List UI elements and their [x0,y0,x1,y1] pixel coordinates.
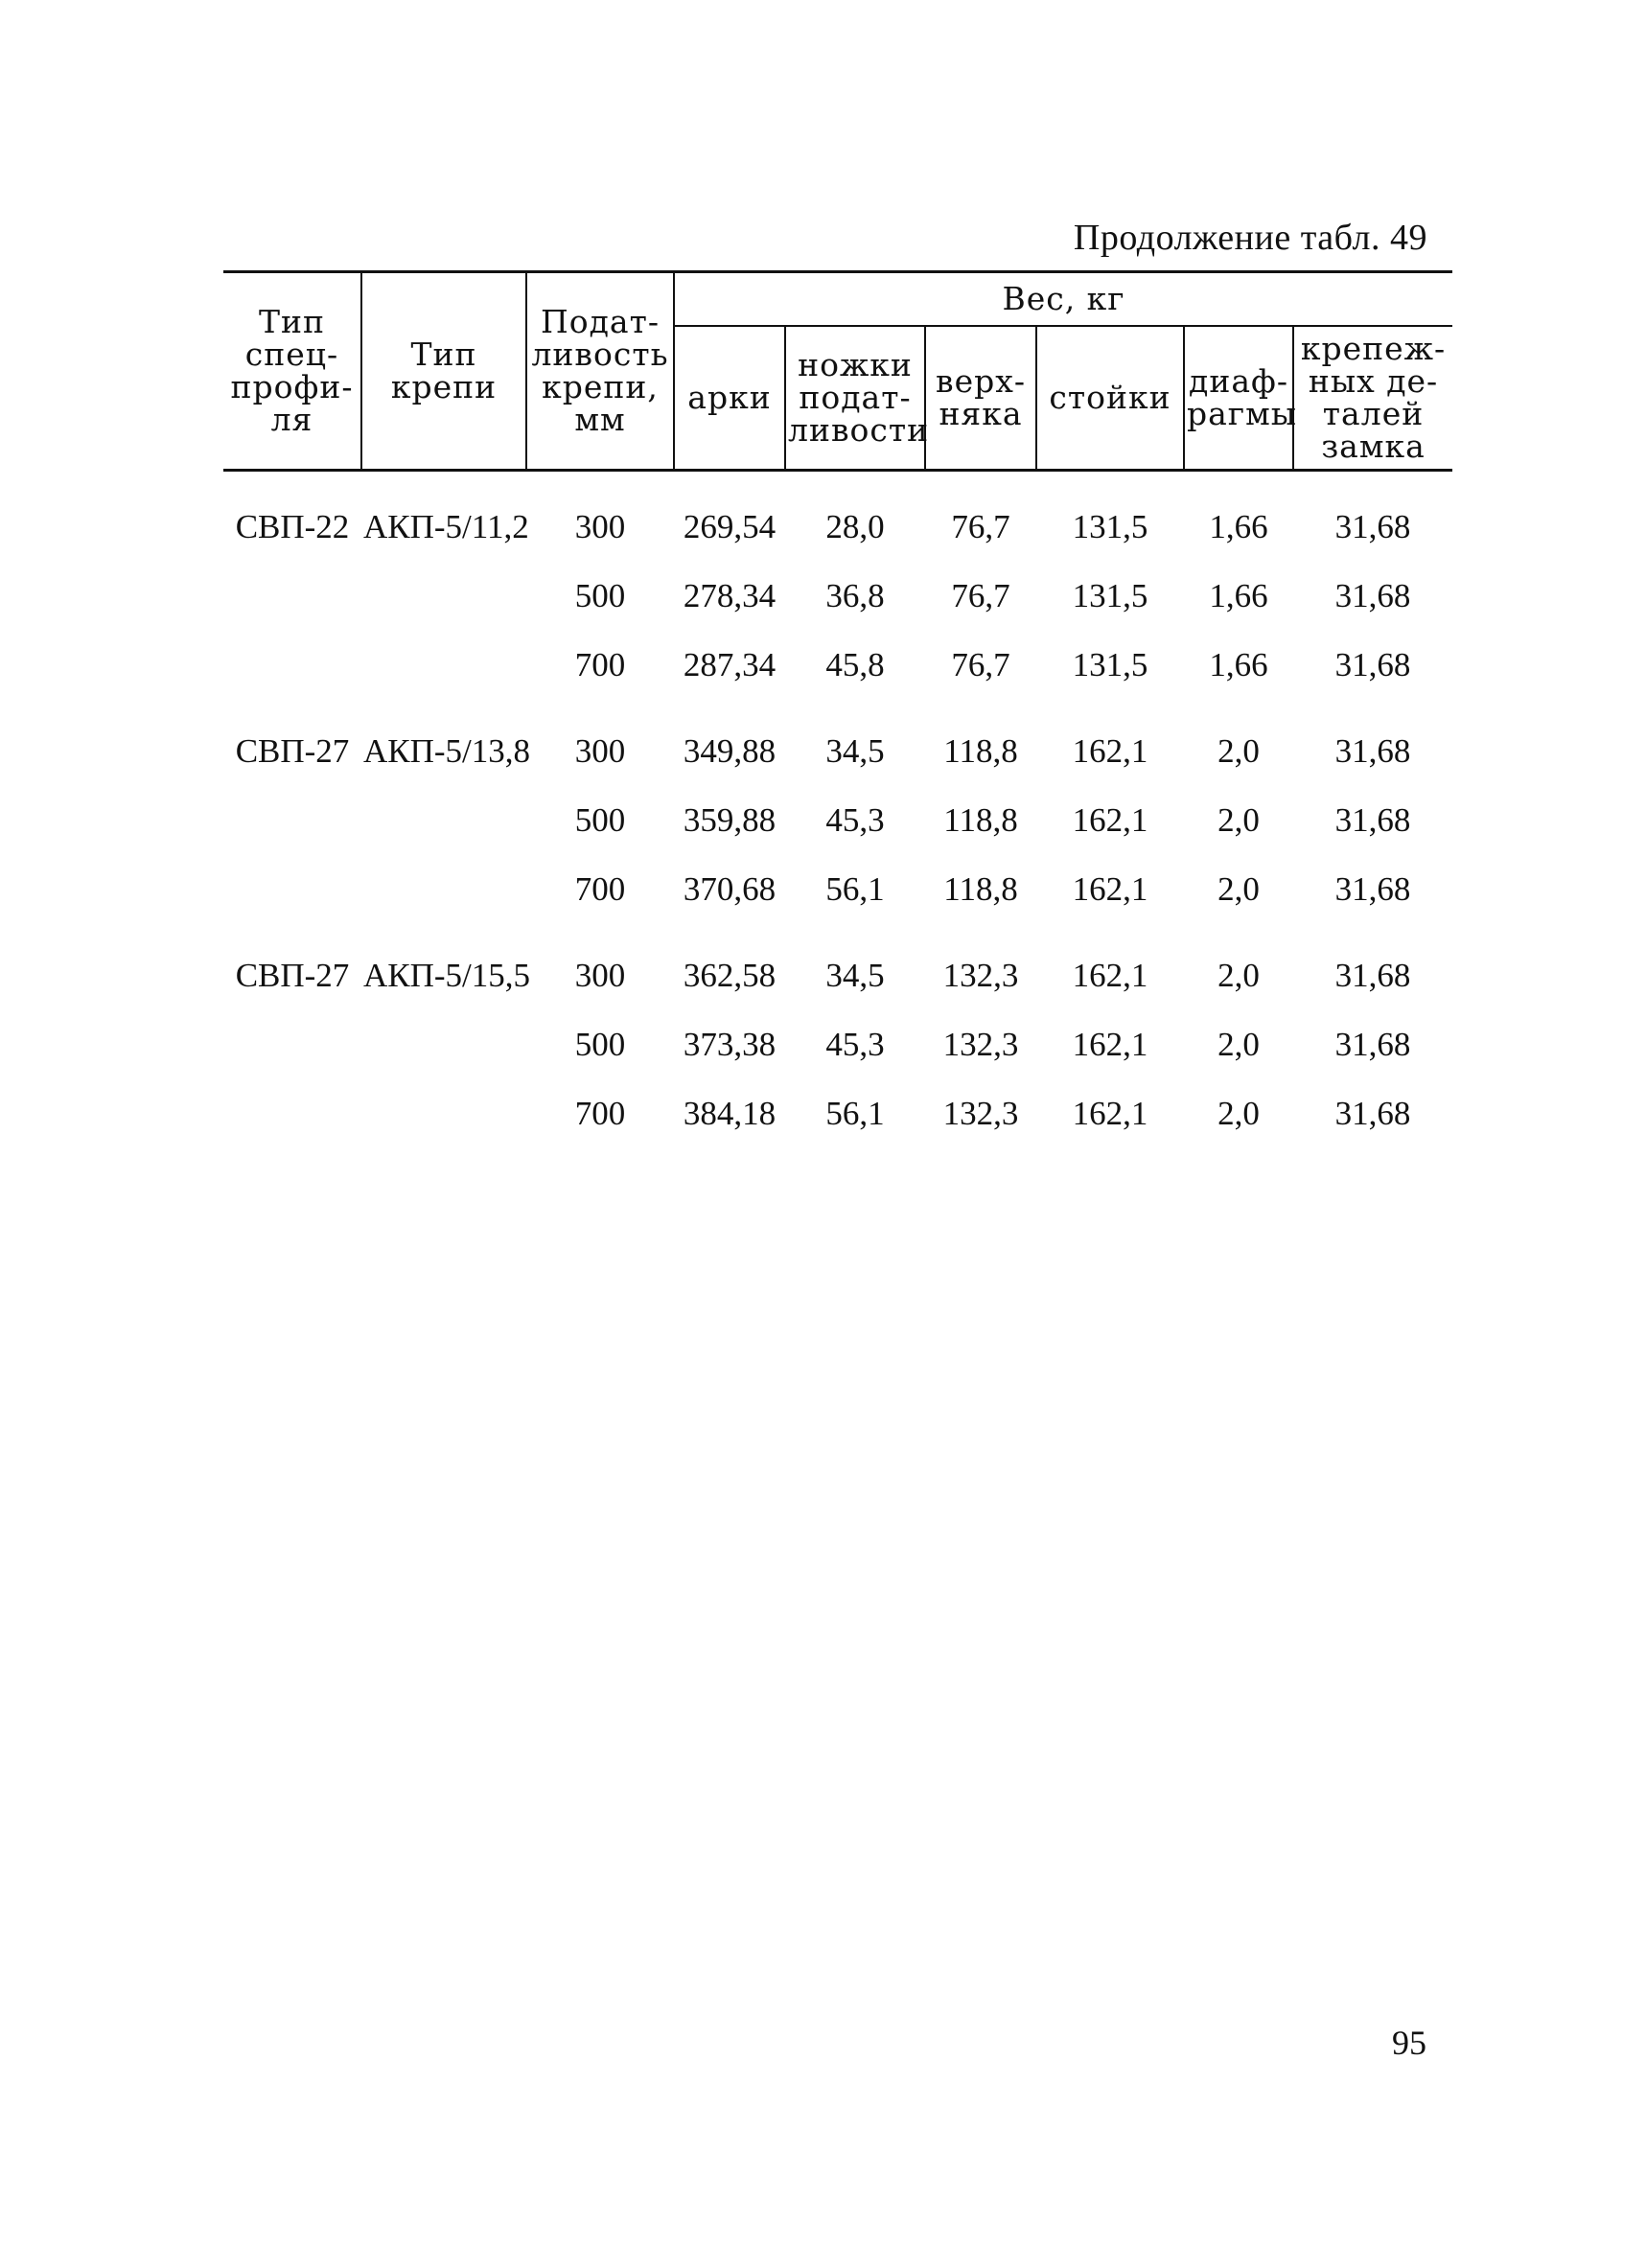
cell-profile [223,562,361,631]
table-row [223,562,1452,631]
cell-compliance: 700 [574,1095,626,1132]
cell-support: АКП-5/15,5 [363,957,531,994]
cell-compliance: 500 [574,1026,626,1063]
cell-profile [223,1079,361,1148]
table-row [223,924,1452,1010]
cell-fasteners: 31,68 [1334,508,1411,545]
cell-fasteners: 31,68 [1334,870,1411,908]
cell-arch: 287,34 [683,646,777,683]
cell-compliance: 700 [574,870,626,908]
cell-profile [223,786,361,855]
cell-diaphragms: 2,0 [1217,870,1260,908]
cell-posts: 131,5 [1072,646,1148,683]
cell-legs: 56,1 [825,1095,885,1132]
table-row [223,1079,1452,1148]
cell-diaphragms: 2,0 [1217,801,1260,839]
cell-posts: 162,1 [1072,1026,1148,1063]
cell-legs: 28,0 [825,508,885,545]
cell-support [361,1079,526,1148]
table-row [223,1010,1452,1079]
cell-diaphragms: 2,0 [1217,1095,1260,1132]
cell-arch: 373,38 [683,1026,777,1063]
table-body [223,471,1452,1149]
table-row [223,631,1452,700]
cell-diaphragms: 1,66 [1209,577,1268,614]
header-arch: арки [674,326,785,471]
cell-posts: 162,1 [1072,1095,1148,1132]
cell-support: АКП-5/11,2 [363,508,529,545]
header-posts: стойки [1036,326,1184,471]
table-row [223,855,1452,924]
cell-legs: 56,1 [825,870,885,908]
cell-posts: 162,1 [1072,801,1148,839]
cell-fasteners: 31,68 [1334,646,1411,683]
cell-diaphragms: 1,66 [1209,508,1268,545]
cell-diaphragms: 1,66 [1209,646,1268,683]
page-number: 95 [1392,2024,1426,2062]
cell-arch: 278,34 [683,577,777,614]
cell-legs: 45,3 [825,1026,885,1063]
cell-profile: СВП-22 [235,508,350,545]
cell-posts: 131,5 [1072,577,1148,614]
cell-compliance: 300 [574,957,626,994]
cell-top: 132,3 [942,1095,1019,1132]
header-compliance-legs: ножки подат- ливости [785,326,925,471]
cell-fasteners: 31,68 [1334,801,1411,839]
table-row [223,786,1452,855]
cell-posts: 162,1 [1072,870,1148,908]
weight-table [223,270,1452,1148]
header-top-beam: верх- няка [925,326,1036,471]
cell-top: 118,8 [943,801,1018,839]
cell-legs: 34,5 [825,732,885,770]
cell-arch: 359,88 [683,801,777,839]
cell-support [361,1010,526,1079]
cell-legs: 45,3 [825,801,885,839]
cell-fasteners: 31,68 [1334,577,1411,614]
cell-top: 76,7 [951,646,1010,683]
cell-top: 132,3 [942,957,1019,994]
cell-profile [223,631,361,700]
cell-support [361,786,526,855]
cell-support [361,855,526,924]
cell-fasteners: 31,68 [1334,1095,1411,1132]
cell-diaphragms: 2,0 [1217,957,1260,994]
cell-compliance: 300 [574,732,626,770]
cell-profile: СВП-27 [235,732,350,770]
cell-arch: 349,88 [683,732,777,770]
cell-support [361,631,526,700]
cell-top: 132,3 [942,1026,1019,1063]
cell-legs: 34,5 [825,957,885,994]
table-caption: Продолжение табл. 49 [1073,218,1427,258]
header-diaphragms: диаф- рагмы [1184,326,1293,471]
header-fasteners: крепеж- ных де- талей замка [1293,326,1452,471]
cell-compliance: 700 [574,646,626,683]
cell-diaphragms: 2,0 [1217,1026,1260,1063]
cell-top: 118,8 [943,732,1018,770]
cell-compliance: 300 [574,508,626,545]
cell-arch: 269,54 [683,508,777,545]
cell-profile [223,855,361,924]
cell-posts: 162,1 [1072,957,1148,994]
cell-compliance: 500 [574,801,626,839]
table-header [223,272,1452,471]
cell-diaphragms: 2,0 [1217,732,1260,770]
table-row [223,471,1452,563]
weight-table-container [223,270,1452,1148]
header-support-type: Тип крепи [361,272,526,471]
cell-compliance: 500 [574,577,626,614]
header-compliance: Подат- ливость крепи, мм [526,272,674,471]
cell-arch: 370,68 [683,870,777,908]
cell-fasteners: 31,68 [1334,957,1411,994]
cell-fasteners: 31,68 [1334,1026,1411,1063]
cell-support: АКП-5/13,8 [363,732,531,770]
cell-legs: 36,8 [825,577,885,614]
cell-top: 76,7 [951,577,1010,614]
cell-posts: 162,1 [1072,732,1148,770]
header-weight-group: Вес, кг [674,272,1452,327]
cell-profile [223,1010,361,1079]
cell-top: 118,8 [943,870,1018,908]
cell-profile: СВП-27 [235,957,350,994]
cell-arch: 384,18 [683,1095,777,1132]
cell-fasteners: 31,68 [1334,732,1411,770]
cell-legs: 45,8 [825,646,885,683]
table-row [223,700,1452,786]
header-profile-type: Тип спец- профи- ля [223,272,361,471]
cell-arch: 362,58 [683,957,777,994]
cell-posts: 131,5 [1072,508,1148,545]
cell-top: 76,7 [951,508,1010,545]
cell-support [361,562,526,631]
